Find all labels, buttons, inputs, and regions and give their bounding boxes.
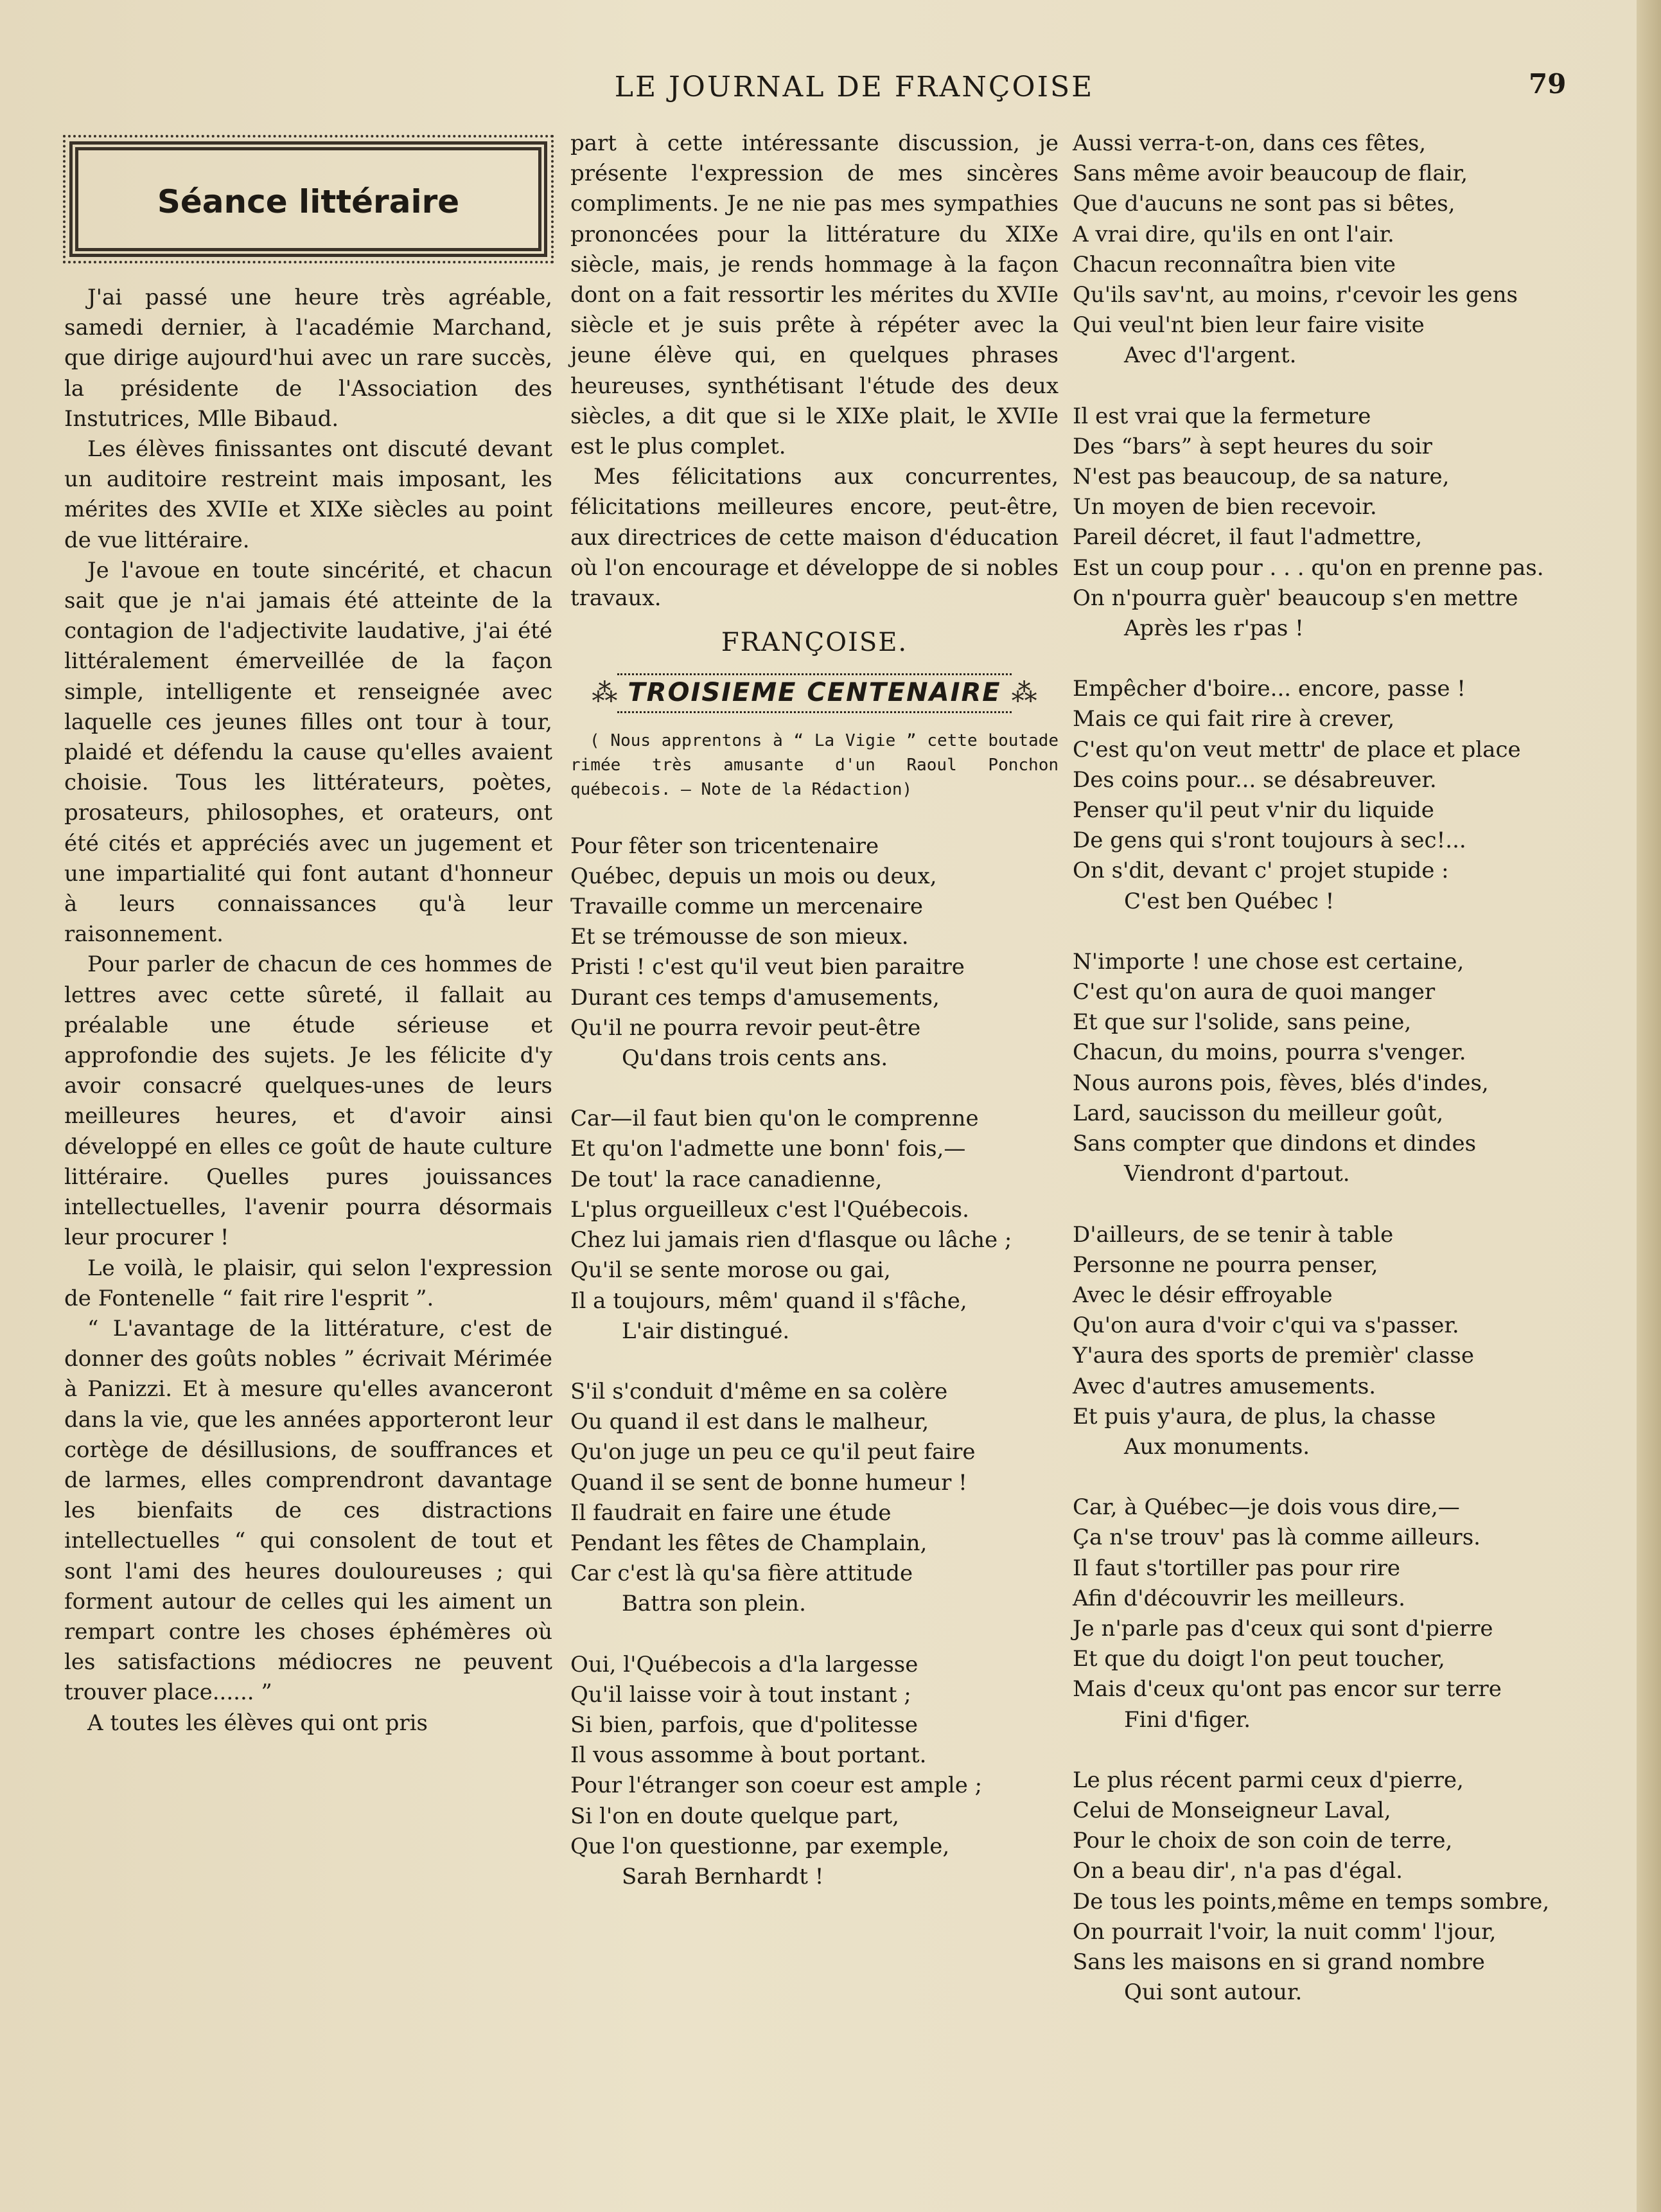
verse-refrain: Sarah Bernhardt ! [622, 1863, 824, 1889]
verse-line: Sans même avoir beaucoup de flair, [1073, 161, 1468, 187]
verse-refrain: Qui sont autour. [1124, 1979, 1303, 2006]
editor-note: ( Nous apprentons à “ La Vigie ” cette boutade rimée très amusante d'un Raoul Ponchon québecois. — Note de la Rédaction) [570, 730, 1059, 799]
verse-refrain: Aux monuments. [1124, 1433, 1310, 1460]
verse-line: Et qu'on l'admette une bonn' fois,— [570, 1136, 966, 1162]
verse-line: Il a toujours, mêm' quand il s'fâche, [570, 1287, 967, 1314]
verse-line: A vrai dire, qu'ils en ont l'air. [1073, 221, 1394, 247]
verse-line: Si l'on en doute quelque part, [570, 1803, 899, 1829]
verse-line: Travaille comme un mercenaire [570, 894, 923, 920]
paragraph: Je l'avoue en toute sincérité, et chacun sait que je n'ai jamais été atteinte de la contagion de l'adjectivite laudative, j'ai été littéralement émerveillée de la façon simple, intelligente et renseignée avec laquelle ces jeunes filles ont tour à tour, plaidé et défendu la cause qu'elles avaient choisie. Tous les littérateurs, poètes, prosateurs, philosophes, et orateurs, ont été cités et appréciés avec un jugement et une impartialité qui font autant d'honneur à leurs connaissances qu'à leur raisonnement. [64, 557, 552, 948]
poem-stanza [1073, 402, 1586, 644]
verse-line: On n'pourra guèr' beaucoup s'en mettre [1073, 585, 1518, 611]
paragraph: J'ai passé une heure très agréable, samedi dernier, à l'académie Marchand, que dirige aujourd'hui avec un rare succès, la présidente de l'Association des Instutrices, Mlle Bibaud. [64, 285, 552, 432]
verse-line: Avec d'autres amusements. [1073, 1373, 1376, 1399]
verse-line: On pourrait l'voir, la nuit comm' l'jour, [1073, 1918, 1497, 1945]
poem-stanza [1073, 947, 1586, 1190]
verse-line: Qu'on juge un peu ce qu'il peut faire [570, 1439, 976, 1465]
verse-line: Afin d'découvrir les meilleurs. [1073, 1585, 1405, 1611]
verse-line: Pendant les fêtes de Champlain, [570, 1530, 927, 1556]
verse-line: Il est vrai que la fermeture [1073, 403, 1371, 429]
article-title-box [69, 141, 547, 257]
verse-line: Ou quand il est dans le malheur, [570, 1409, 929, 1435]
verse-line: C'est qu'on aura de quoi manger [1073, 979, 1436, 1005]
poem-stanza [570, 1104, 1059, 1347]
verse-refrain: C'est ben Québec ! [1124, 888, 1335, 914]
paragraph: “ L'avantage de la littérature, c'est de donner des goûts nobles ” écrivait Mérimée à Panizzi. Et à mesure qu'elles avanceront dans la vie, que les années apporteront leur cortège de désillusions, de souffrances et de larmes, elles comprendront davantage les bienfaits de ces distractions intellectuelles “ qui consolent de tout et sont l'ami des heures douloureuses ; qui forment autour de celles qui les aiment un rempart contre les choses éphémères où les satisfactions médiocres ne peuvent trouver place...... ” [64, 1315, 552, 1706]
verse-line: De tous les points,même en temps sombre, [1073, 1888, 1550, 1915]
verse-line: Et se trémousse de son mieux. [570, 924, 909, 950]
poem-stanza [1073, 1492, 1586, 1735]
verse-line: Il faudrait en faire une étude [570, 1500, 892, 1526]
article-title: Séance littéraire [157, 183, 460, 220]
paragraph: Le voilà, le plaisir, qui selon l'expression de Fontenelle “ fait rire l'esprit ”. [64, 1255, 552, 1311]
verse-line: Oui, l'Québecois a d'la largesse [570, 1651, 918, 1677]
verse-line: Un moyen de bien recevoir. [1073, 494, 1377, 520]
verse-line: Empêcher d'boire... encore, passe ! [1073, 676, 1466, 702]
verse-line: Durant ces temps d'amusements, [570, 984, 940, 1011]
verse-refrain: Avec d'l'argent. [1124, 342, 1297, 369]
verse-line: On s'dit, devant c' projet stupide : [1073, 858, 1449, 884]
verse-line: Et que du doigt l'on peut toucher, [1073, 1646, 1445, 1672]
verse-line: Je n'parle pas d'ceux qui sont d'pierre [1073, 1615, 1493, 1641]
verse-line: Y'aura des sports de premièr' classe [1073, 1343, 1474, 1369]
poem-title-banner [570, 673, 1059, 712]
running-title: LE JOURNAL DE FRANÇOISE [614, 71, 1094, 103]
verse-line: Qu'on aura d'voir c'qui va s'passer. [1073, 1313, 1459, 1339]
verse-line: Car—il faut bien qu'on le comprenne [570, 1106, 979, 1132]
verse-line: Car, à Québec—je dois vous dire,— [1073, 1494, 1460, 1521]
verse-line: Lard, saucisson du meilleur goût, [1073, 1100, 1444, 1126]
verse-line: L'plus orgueilleux c'est l'Québecois. [570, 1196, 969, 1223]
verse-line: Que d'aucuns ne sont pas si bêtes, [1073, 191, 1455, 217]
verse-line: N'importe ! une chose est certaine, [1073, 948, 1464, 975]
verse-refrain: Battra son plein. [622, 1591, 806, 1617]
verse-line: Qu'il se sente morose ou gai, [570, 1257, 891, 1284]
verse-line: Et puis y'aura, de plus, la chasse [1073, 1403, 1436, 1429]
poem-stanza [1073, 674, 1586, 917]
poem-title: TROISIEME CENTENAIRE [617, 673, 1011, 712]
verse-line: N'est pas beaucoup, de sa nature, [1073, 464, 1450, 490]
verse-line: Qu'il ne pourra revoir peut-être [570, 1014, 921, 1041]
poem-stanza [1073, 1220, 1586, 1463]
verse-line: Avec le désir effroyable [1073, 1282, 1333, 1308]
verse-line: S'il s'conduit d'même en sa colère [570, 1378, 948, 1404]
verse-line: Et que sur l'solide, sans peine, [1073, 1009, 1412, 1036]
verse-line: Pour le choix de son coin de terre, [1073, 1828, 1453, 1854]
verse-line: D'ailleurs, de se tenir à table [1073, 1221, 1394, 1248]
verse-refrain: Après les r'pas ! [1124, 615, 1304, 642]
verse-line: Des coins pour... se désabreuver. [1073, 766, 1437, 793]
flourish-left-icon: ⁂ [592, 678, 618, 709]
verse-refrain: L'air distingué. [622, 1318, 790, 1344]
verse-line: Des “bars” à sept heures du soir [1073, 433, 1432, 459]
verse-line: Penser qu'il peut v'nir du liquide [1073, 797, 1434, 824]
column-left [64, 128, 552, 1739]
paragraph: A toutes les élèves qui ont pris [87, 1710, 428, 1736]
verse-line: Qu'ils sav'nt, au moins, r'cevoir les gens [1073, 282, 1518, 308]
page-number: 79 [1529, 68, 1567, 100]
verse-line: Ça n'se trouv' pas là comme ailleurs. [1073, 1525, 1481, 1551]
paragraph: Pour parler de chacun de ces hommes de lettres avec cette sûreté, il fallait au préalable une étude sérieuse et approfondie des sujets. Je les félicite d'y avoir consacré quelques-unes de leurs meilleures heures, et d'avoir ainsi développé en elles ce goût de haute culture littéraire. Quelles pures jouissances intellectuelles, l'avenir pourra désormais leur procurer ! [64, 951, 552, 1251]
verse-line: C'est qu'on veut mettr' de place et place [1073, 736, 1521, 763]
verse-line: Pareil décret, il faut l'admettre, [1073, 524, 1423, 551]
paragraph: Mes félicitations aux concurrentes, félicitations meilleures encore, peut-être, aux directrices de cette maison d'éducation où l'on encourage et développe de si nobles travaux. [570, 464, 1059, 612]
verse-line: Nous aurons pois, fèves, blés d'indes, [1073, 1070, 1489, 1096]
verse-line: Aussi verra-t-on, dans ces fêtes, [1073, 130, 1427, 156]
verse-line: Qui veul'nt bien leur faire visite [1073, 312, 1425, 339]
verse-line: Québec, depuis un mois ou deux, [570, 863, 937, 889]
verse-line: Sans compter que dindons et dindes [1073, 1131, 1477, 1157]
verse-refrain: Qu'dans trois cents ans. [622, 1045, 888, 1072]
column-right [1073, 128, 1586, 2038]
verse-line: Il vous assomme à bout portant. [570, 1742, 927, 1769]
verse-line: On a beau dir', n'a pas d'égal. [1073, 1858, 1403, 1884]
flourish-right-icon: ⁂ [1011, 678, 1037, 709]
poem-stanza [1073, 128, 1586, 371]
column-middle [570, 128, 1059, 1922]
verse-line: De gens qui s'ront toujours à sec!... [1073, 827, 1466, 854]
verse-line: Celui de Monseigneur Laval, [1073, 1797, 1391, 1823]
verse-line: Personne ne pourra penser, [1073, 1252, 1378, 1278]
poem-stanza [570, 831, 1059, 1074]
verse-line: Le plus récent parmi ceux d'pierre, [1073, 1767, 1464, 1793]
verse-line: Chacun reconnaîtra bien vite [1073, 251, 1396, 278]
verse-line: Chez lui jamais rien d'flasque ou lâche ; [570, 1227, 1012, 1253]
verse-line: Si bien, parfois, que d'politesse [570, 1712, 918, 1738]
verse-line: Pour fêter son tricentenaire [570, 833, 879, 859]
verse-line: Pour l'étranger son coeur est ample ; [570, 1773, 983, 1799]
verse-line: Sans les maisons en si grand nombre [1073, 1949, 1485, 1975]
poem-stanza [570, 1650, 1059, 1893]
verse-line: Quand il se sent de bonne humeur ! [570, 1469, 967, 1496]
paragraph: part à cette intéressante discussion, je présente l'expression de mes sincères compliments. Je ne nie pas mes sympathies prononcées pour la littérature du XIXe siècle, mais, je rends hommage à la façon dont on a fait ressortir les mérites du XVIIe siècle et je suis prête à répéter avec la jeune élève qui, en quelques phrases heureuses, synthétisant l'étude des deux siècles, a dit que si le XIXe plait, le XVIIe est le plus complet. [570, 130, 1059, 460]
binding-edge [1637, 0, 1661, 2212]
verse-line: Car c'est là qu'sa fière attitude [570, 1561, 913, 1587]
verse-line: Mais ce qui fait rire à crever, [1073, 706, 1395, 732]
poem-stanza [1073, 1765, 1586, 2008]
verse-line: Chacun, du moins, pourra s'venger. [1073, 1040, 1466, 1066]
verse-line: Il faut s'tortiller pas pour rire [1073, 1555, 1400, 1581]
verse-line: De tout' la race canadienne, [570, 1166, 883, 1192]
verse-line: Que l'on questionne, par exemple, [570, 1833, 950, 1859]
verse-line: Mais d'ceux qu'ont pas encor sur terre [1073, 1676, 1502, 1703]
verse-refrain: Fini d'figer. [1124, 1706, 1251, 1733]
verse-line: Qu'il laisse voir à tout instant ; [570, 1681, 911, 1708]
verse-line: Pristi ! c'est qu'il veut bien paraitre [570, 954, 965, 980]
verse-refrain: Viendront d'partout. [1124, 1161, 1350, 1187]
poem-stanza [570, 1377, 1059, 1620]
signature: FRANÇOISE. [721, 628, 908, 658]
verse-line: Est un coup pour . . . qu'on en prenne pas. [1073, 554, 1544, 581]
paragraph: Les élèves finissantes ont discuté devant un auditoire restreint mais imposant, les mérites des XVIIe et XIXe siècles au point de vue littéraire. [64, 436, 552, 553]
